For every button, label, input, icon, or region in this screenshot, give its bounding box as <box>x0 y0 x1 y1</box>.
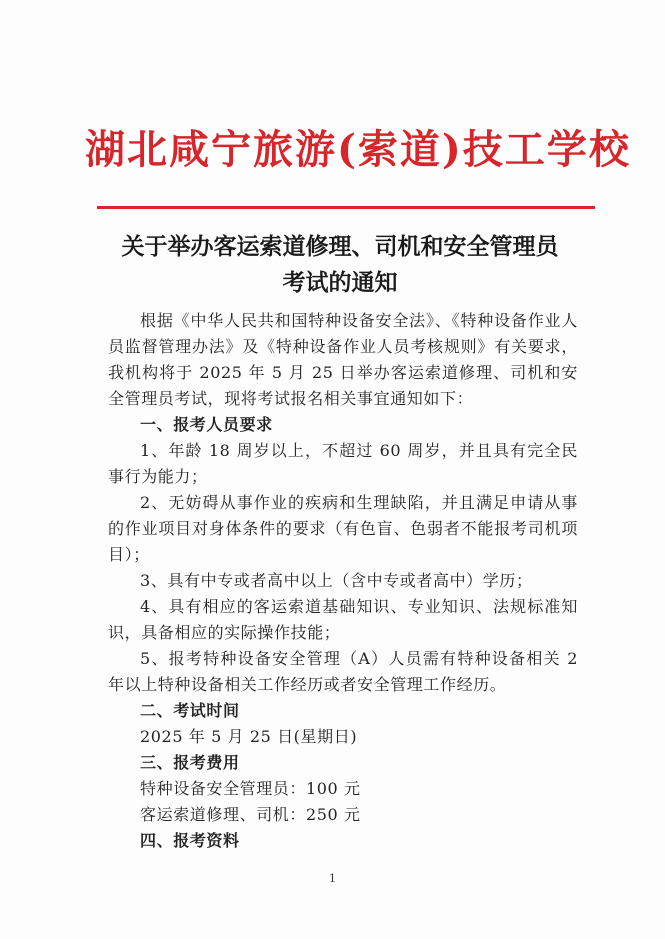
requirement-item: 5、报考特种设备安全管理（A）人员需有特种设备相关 2 年以上特种设备相关工作经历或者安全管理工作经历。 <box>108 649 578 694</box>
section-heading-fees: 三、报考费用 <box>140 753 240 772</box>
notice-body <box>108 308 578 854</box>
requirement-item: 4、具有相应的客运索道基础知识、专业知识、法规标准知识，具备相应的实际操作技能； <box>108 597 578 642</box>
intro-paragraph: 根据《中华人民共和国特种设备安全法》、《特种设备作业人员监督管理办法》及《特种设备作业人员考核规则》有关要求，我机构将于 2025 年 5 月 25 日举办客运索道修理、司机和安全管理员考试，现将考试报名相关事宜通知如下： <box>108 311 578 408</box>
notice-title-line-1: 关于举办客运索道修理、司机和安全管理员 <box>121 233 559 260</box>
letterhead-red-rule <box>97 206 595 209</box>
exam-date: 2025 年 5 月 25 日(星期日) <box>140 727 358 746</box>
section-heading-requirements: 一、报考人员要求 <box>140 415 273 434</box>
page-number: 1 <box>329 872 336 885</box>
letterhead-school-name: 湖北咸宁旅游(索道)技工学校 <box>85 126 631 173</box>
fee-item: 客运索道修理、司机：250 元 <box>140 805 361 824</box>
section-heading-materials: 四、报考资料 <box>140 831 240 850</box>
requirement-item: 3、具有中专或者高中以上（含中专或者高中）学历； <box>140 571 533 590</box>
requirement-item: 2、无妨碍从事作业的疾病和生理缺陷，并且满足申请从事的作业项目对身体条件的要求（有色盲、色弱者不能报考司机项目）； <box>108 493 578 564</box>
notice-title-line-2: 考试的通知 <box>282 269 398 296</box>
requirement-item: 1、年龄 18 周岁以上，不超过 60 周岁，并且具有完全民事行为能力； <box>108 441 578 486</box>
fee-item: 特种设备安全管理员：100 元 <box>140 779 361 798</box>
section-heading-exam-time: 二、考试时间 <box>140 701 240 720</box>
